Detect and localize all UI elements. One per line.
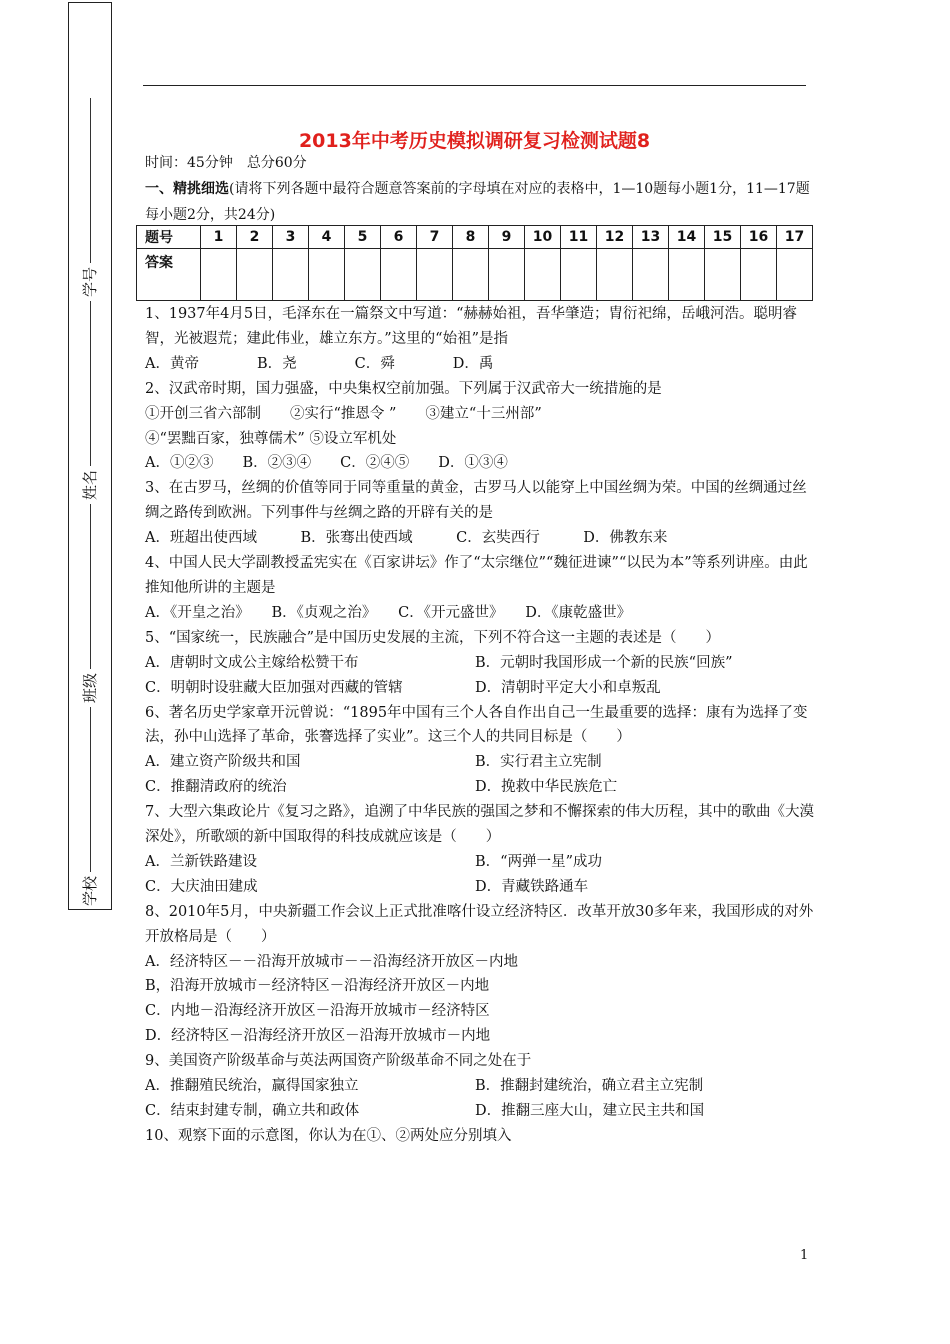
question-number-cell: 7: [417, 226, 453, 249]
question-option-row: [145, 875, 817, 900]
question-option-line: C．内地－沿海经济开放区－沿海开放城市－经济特区: [145, 1003, 490, 1020]
number-blank[interactable]: [90, 98, 91, 263]
question-option-line: A．《开皇之治》 B．《贞观之治》 C．《开元盛世》 D．《康乾盛世》: [145, 604, 632, 621]
question-number-cell: 8: [453, 226, 489, 249]
question-option: D．挽救中华民族危亡: [475, 779, 618, 796]
question-option-row: [145, 750, 817, 775]
question-stem: 3、在古罗马，丝绸的价值等同于同等重量的黄金，古罗马人以能穿上中国丝绸为荣。中国的丝绸通过丝绸之路传到欧洲。下列事件与丝绸之路的开辟有关的是: [145, 480, 807, 522]
answer-table-row-label: 题号: [137, 226, 201, 249]
question-option: B．实行君主立宪制: [475, 754, 602, 771]
school-blank[interactable]: [90, 707, 91, 872]
question-stem: 2、汉武帝时期，国力强盛，中央集权空前加强。下列属于汉武帝大一统措施的是: [145, 380, 662, 397]
question-option-line: B，沿海开放城市－经济特区－沿海经济开放区－内地: [145, 978, 490, 995]
question-option: A．兰新铁路建设: [145, 853, 257, 870]
header-rule: [143, 85, 806, 86]
question-number-cell: 1: [201, 226, 237, 249]
question-option: D．清朝时平定大小和卓叛乱: [475, 679, 661, 696]
question-number-cell: 4: [309, 226, 345, 249]
answer-cell[interactable]: [669, 249, 705, 301]
answer-cell[interactable]: [417, 249, 453, 301]
question-stem: 10、观察下面的示意图，你认为在①、②两处应分别填入: [145, 1127, 512, 1144]
question-option: B．元朝时我国形成一个新的民族“回族”: [475, 654, 733, 671]
answer-cell[interactable]: [525, 249, 561, 301]
section-heading: 一、精挑细选: [145, 181, 229, 197]
question-option: B．推翻封建统治，确立君主立宪制: [475, 1078, 704, 1095]
question-stem: 7、大型六集政论片《复习之路》，追溯了中华民族的强国之梦和不懈探索的伟大历程，其中的歌曲《大漠深处》，所歌颂的新中国取得的科技成就应该是（ ）: [145, 804, 814, 846]
question-option-row: [145, 850, 817, 875]
question-number-cell: 13: [633, 226, 669, 249]
question-stem: 5、“国家统一，民族融合”是中国历史发展的主流，下列不符合这一主题的表述是（ ）: [145, 629, 721, 646]
question-option: D．青藏铁路通车: [475, 878, 589, 895]
answer-cell[interactable]: [453, 249, 489, 301]
question-option-line: ①开创三省六部制 ②实行“推恩令 ” ③建立“十三州部”: [145, 405, 542, 422]
class-label: 班级: [81, 672, 99, 703]
question-list: [145, 302, 817, 1149]
question-number-cell: 14: [669, 226, 705, 249]
answer-cell[interactable]: [561, 249, 597, 301]
name-label: 姓名: [81, 469, 99, 500]
question-option-row: [145, 1099, 817, 1124]
question-option-row: [145, 651, 817, 676]
answer-cell[interactable]: [201, 249, 237, 301]
question-number-cell: 15: [705, 226, 741, 249]
question-option-line: A．经济特区－－沿海开放城市－－沿海经济开放区－内地: [145, 953, 518, 970]
question-option: C．推翻清政府的统治: [145, 779, 287, 796]
answer-cell[interactable]: [633, 249, 669, 301]
question-number-cell: 11: [561, 226, 597, 249]
answer-cell[interactable]: [309, 249, 345, 301]
time-info: 时间：45分钟 总分60分: [145, 155, 307, 171]
class-blank[interactable]: [90, 504, 91, 669]
question-option-line: D．经济特区－沿海经济开放区－沿海开放城市－内地: [145, 1028, 491, 1045]
binding-margin-fields: [80, 96, 100, 908]
number-label: 学号: [81, 266, 99, 297]
question-number-cell: 5: [345, 226, 381, 249]
question-option: B．“两弹一星”成功: [475, 853, 602, 870]
answer-cell[interactable]: [705, 249, 741, 301]
answer-table: [136, 225, 813, 301]
answer-cell[interactable]: [741, 249, 777, 301]
question-option: A．推翻殖民统治，赢得国家独立: [145, 1078, 359, 1095]
answer-cell[interactable]: [489, 249, 525, 301]
answer-table-answer-row: [137, 249, 813, 301]
answer-cell[interactable]: [777, 249, 813, 301]
question-option: C．大庆油田建成: [145, 878, 258, 895]
answer-cell[interactable]: [345, 249, 381, 301]
question-number-cell: 12: [597, 226, 633, 249]
answer-table-row-label: 答案: [137, 249, 201, 301]
question-stem: 8、2010年5月，中央新疆工作会议上正式批准喀什设立经济特区．改革开放30多年来，我国形成的对外开放格局是（ ）: [145, 903, 814, 945]
question-option: C．明朝时设驻藏大臣加强对西藏的管辖: [145, 679, 403, 696]
question-stem: 1、1937年4月5日，毛泽东在一篇祭文中写道：“赫赫始祖，吾华肇造；胄衍祀绵，岳峨河浩。聪明睿智，光被遐荒；建此伟业，雄立东方。”这里的“始祖”是指: [145, 306, 797, 347]
question-number-cell: 3: [273, 226, 309, 249]
question-number-cell: 10: [525, 226, 561, 249]
question-number-cell: 16: [741, 226, 777, 249]
question-option-line: A．班超出使西域 B．张骞出使西域 C．玄奘西行 D．佛教东来: [145, 530, 668, 547]
question-option-row: [145, 676, 817, 701]
question-option: D．推翻三座大山，建立民主共和国: [475, 1103, 705, 1119]
question-stem: 9、美国资产阶级革命与英法两国资产阶级革命不同之处在于: [145, 1053, 532, 1070]
question-option-line: A．黄帝 B．尧 C．舜 D．禹: [145, 355, 494, 372]
question-option-line: A．①②③ B．②③④ C．②④⑤ D．①③④: [145, 455, 508, 472]
school-label: 学校: [81, 875, 99, 906]
name-blank[interactable]: [90, 301, 91, 466]
answer-cell[interactable]: [237, 249, 273, 301]
page-title: 2013年中考历史模拟调研复习检测试题8: [298, 130, 651, 152]
question-option-row: [145, 1074, 817, 1099]
question-option: A．唐朝时文成公主嫁给松赞干布: [145, 654, 359, 671]
page-number: 1: [800, 1248, 809, 1263]
question-option-line: ④“罢黜百家，独尊儒术” ⑤设立军机处: [145, 430, 397, 447]
question-stem: 6、著名历史学家章开沅曾说：“1895年中国有三个人各自作出自己一生最重要的选择：康有为选择了变法，孙中山选择了革命，张謇选择了实业”。这三个人的共同目标是（ ）: [145, 704, 808, 746]
question-number-cell: 17: [777, 226, 813, 249]
question-number-cell: 6: [381, 226, 417, 249]
answer-table-number-row: [137, 226, 813, 249]
question-option: C．结束封建专制，确立共和政体: [145, 1103, 360, 1119]
answer-cell[interactable]: [597, 249, 633, 301]
question-number-cell: 2: [237, 226, 273, 249]
question-number-cell: 9: [489, 226, 525, 249]
answer-cell[interactable]: [381, 249, 417, 301]
section-instructions-text: (请将下列各题中最符合题意答案前的字母填在对应的表格中，1—10题每小题1分，11—17题每小题2分，共24分): [145, 181, 810, 223]
question-option: A．建立资产阶级共和国: [145, 754, 301, 771]
section-instructions: [145, 176, 815, 228]
question-stem: 4、中国人民大学副教授孟宪实在《百家讲坛》作了“太宗继位”“魏征进谏”“以民为本”等系列讲座。由此推知他所讲的主题是: [145, 555, 808, 596]
question-option-row: [145, 775, 817, 800]
answer-cell[interactable]: [273, 249, 309, 301]
